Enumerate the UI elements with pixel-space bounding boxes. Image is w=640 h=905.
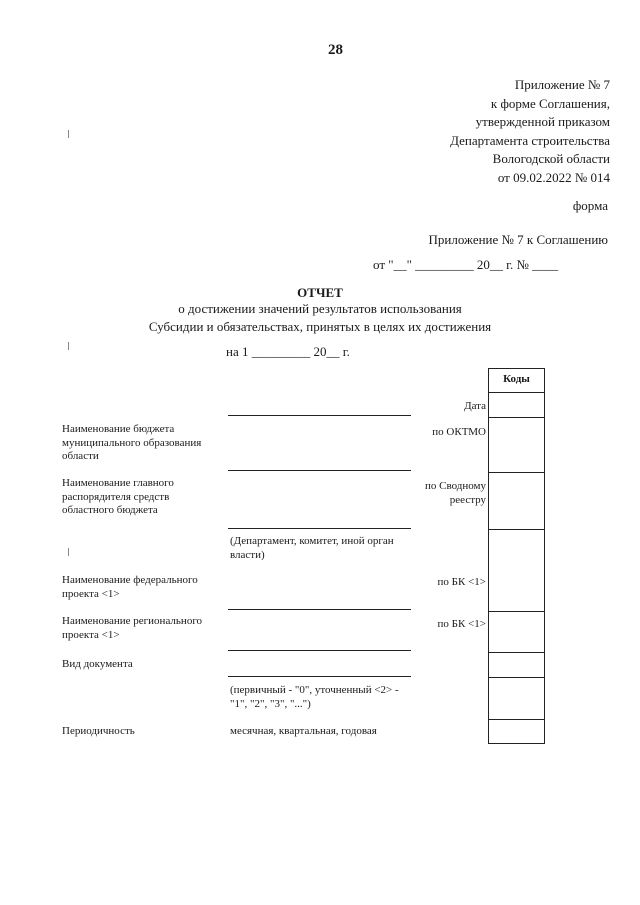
main-manager-label: Наименование главного распорядителя средств областного бюджета: [62, 477, 174, 516]
department-note: (Департамент, комитет, иной орган власти): [230, 535, 394, 561]
appendix-line: к форме Соглашения,: [490, 95, 610, 111]
appendix-line: утвержденной приказом: [475, 114, 610, 129]
report-subtitle-line: о достижении значений результатов использования: [178, 301, 462, 316]
codes-header: Коды: [503, 373, 530, 385]
scan-mark: [68, 548, 69, 556]
periodicity-label: Периодичность: [62, 725, 135, 737]
report-on-date: на 1 _________ 20__ г.: [226, 344, 350, 359]
bk-label-regional: по БК <1>: [437, 618, 486, 630]
scan-mark: [68, 130, 69, 138]
report-title: ОТЧЕТ: [297, 285, 343, 300]
oktmo-label: по ОКТМО: [432, 426, 486, 438]
federal-project-underline: [228, 609, 411, 610]
date-underline: [228, 415, 411, 416]
form-label: форма: [572, 198, 608, 213]
agreement-reference: Приложение № 7 к Соглашению: [428, 232, 608, 247]
scan-mark: [68, 342, 69, 350]
date-label: Дата: [464, 400, 486, 412]
page-number: 28: [328, 42, 343, 58]
document-type-label: Вид документа: [62, 658, 133, 670]
periodicity-value: месячная, квартальная, годовая: [230, 725, 377, 737]
report-subtitle-line: Субсидии и обязательствах, принятых в целях их достижения: [148, 319, 492, 334]
report-subtitle: [0, 300, 640, 336]
appendix-line: Департамента строительства: [450, 132, 610, 148]
appendix-line: Вологодской области: [492, 151, 610, 166]
codes-cell-doc-type-note: [489, 369, 544, 720]
appendix-line: Приложение № 7: [514, 77, 610, 92]
agreement-date-line: от "__" _________ 20__ г. № ____: [373, 257, 559, 272]
bk-label-federal: по БК <1>: [437, 576, 486, 588]
federal-project-label: Наименование федерального проекта <1>: [62, 574, 198, 600]
regional-project-label: Наименование регионального проекта <1>: [62, 615, 203, 641]
budget-name-label: Наименование бюджета муниципального образования области: [62, 423, 202, 462]
regional-project-underline: [228, 650, 411, 651]
document-type-note: (первичный - "0", уточненный <2> - "1", "2", "3", "..."): [230, 684, 399, 710]
codes-column: [488, 368, 545, 744]
appendix-header: [450, 76, 610, 187]
budget-name-underline: [228, 470, 411, 471]
appendix-line: от 09.02.2022 № 014: [497, 169, 610, 185]
main-manager-underline: [228, 528, 411, 529]
document-type-underline: [228, 676, 411, 677]
registry-label: по Сводному реестру: [424, 480, 486, 506]
